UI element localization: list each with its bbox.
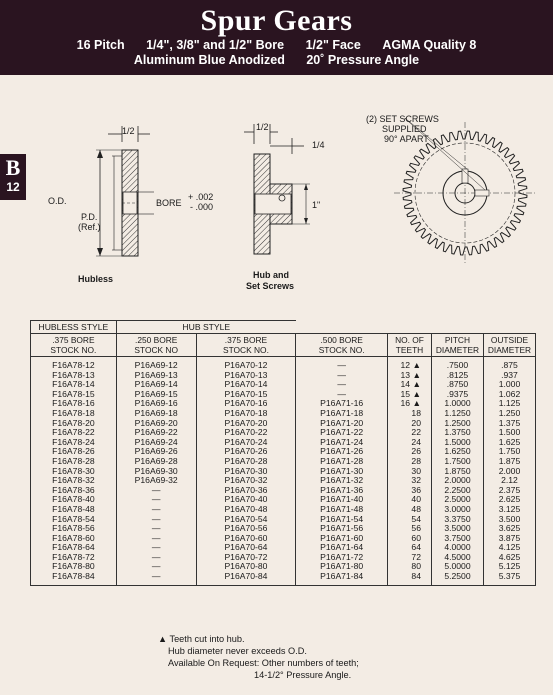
table-cell: P16A70-40	[196, 495, 296, 505]
table-cell: 2.5000	[431, 495, 483, 505]
table-cell: 1.625	[483, 438, 535, 448]
bore-tolerance-plus: + .002	[188, 192, 214, 202]
table-cell: 64	[388, 543, 432, 553]
table-cell: F16A78-64	[31, 543, 117, 553]
technical-drawings	[30, 88, 545, 308]
col-header-hub-500: .500 BORE STOCK NO.	[296, 334, 388, 357]
table-cell: 18	[388, 409, 432, 419]
table-cell: P16A70-30	[196, 467, 296, 477]
table-cell: F16A78-84	[31, 572, 117, 585]
table-cell: 3.5000	[431, 524, 483, 534]
table-cell: 80	[388, 562, 432, 572]
set-screw-top	[462, 169, 468, 183]
table-cell: 40	[388, 495, 432, 505]
table-cell: F16A78-28	[31, 457, 117, 467]
col-header-teeth: NO. OF TEETH	[388, 334, 432, 357]
table-cell: P16A71-56	[296, 524, 388, 534]
hub-caption-line1: Hub and	[253, 270, 289, 280]
table-cell: P16A71-18	[296, 409, 388, 419]
table-cell: 1.8750	[431, 467, 483, 477]
table-cell: P16A71-54	[296, 515, 388, 525]
table-cell: P16A69-30	[116, 467, 196, 477]
table-cell: 54	[388, 515, 432, 525]
table-cell: P16A70-84	[196, 572, 296, 585]
table-cell: 5.0000	[431, 562, 483, 572]
table-cell: P16A69-24	[116, 438, 196, 448]
table-cell: P16A71-72	[296, 553, 388, 563]
table-cell: 2.2500	[431, 486, 483, 496]
footnote-teeth-cut: ▲ Teeth cut into hub.	[158, 634, 245, 644]
table-cell: F16A78-54	[31, 515, 117, 525]
table-cell: 1.7500	[431, 457, 483, 467]
table-cell: P16A70-80	[196, 562, 296, 572]
table-cell: —	[116, 572, 196, 585]
table-cell: P16A70-48	[196, 505, 296, 515]
hub-face-dim: 1/2	[256, 122, 269, 132]
table-cell: P16A69-20	[116, 419, 196, 429]
table-cell: 1.375	[483, 419, 535, 429]
table-cell: P16A69-15	[116, 390, 196, 400]
table-cell: —	[116, 534, 196, 544]
gear-spec-table-container	[30, 320, 536, 586]
table-cell: 16 ▲	[388, 399, 432, 409]
table-cell: 3.3750	[431, 515, 483, 525]
table-cell: P16A70-32	[196, 476, 296, 486]
table-cell: P16A70-16	[196, 399, 296, 409]
table-cell: F16A78-32	[31, 476, 117, 486]
table-cell: .8750	[431, 380, 483, 390]
table-cell: P16A71-30	[296, 467, 388, 477]
table-cell: 1.125	[483, 399, 535, 409]
table-cell: P16A69-14	[116, 380, 196, 390]
od-label: O.D.	[48, 196, 67, 206]
table-cell: P16A71-84	[296, 572, 388, 585]
table-cell: F16A78-16	[31, 399, 117, 409]
spec-bore: 1/4", 3/8" and 1/2" Bore	[146, 38, 285, 52]
table-cell: F16A78-72	[31, 553, 117, 563]
table-cell: F16A78-36	[31, 486, 117, 496]
pd-label: P.D.	[81, 212, 98, 222]
table-cell: 2.000	[483, 467, 535, 477]
table-cell: 3.625	[483, 524, 535, 534]
table-cell: 1.1250	[431, 409, 483, 419]
table-cell: P16A71-36	[296, 486, 388, 496]
table-cell: F16A78-48	[31, 505, 117, 515]
table-cell: P16A69-22	[116, 428, 196, 438]
table-cell: 14 ▲	[388, 380, 432, 390]
table-cell: 4.0000	[431, 543, 483, 553]
table-cell: .9375	[431, 390, 483, 400]
table-cell: P16A70-22	[196, 428, 296, 438]
table-cell: 2.625	[483, 495, 535, 505]
hubless-face-dim: 1/2	[122, 126, 135, 136]
set-screw-note-line1: (2) SET SCREWS	[366, 114, 439, 124]
table-cell: —	[116, 515, 196, 525]
table-cell: P16A69-32	[116, 476, 196, 486]
table-cell: P16A69-13	[116, 371, 196, 381]
table-cell: 22	[388, 428, 432, 438]
table-cell: 1.500	[483, 428, 535, 438]
table-cell: 1.062	[483, 390, 535, 400]
table-cell: P16A71-48	[296, 505, 388, 515]
table-body	[31, 357, 536, 586]
table-cell: F16A78-40	[31, 495, 117, 505]
table-cell: —	[296, 357, 388, 371]
table-cell: P16A69-28	[116, 457, 196, 467]
table-cell: 60	[388, 534, 432, 544]
table-cell: 1.3750	[431, 428, 483, 438]
table-cell: F16A78-22	[31, 428, 117, 438]
header-hubless-style: HUBLESS STYLE	[31, 321, 117, 334]
table-cell: 12 ▲	[388, 357, 432, 371]
table-cell: 1.000	[483, 380, 535, 390]
table-cell: —	[116, 486, 196, 496]
table-cell: 84	[388, 572, 432, 585]
set-screw-note-line2: SUPPLIED	[382, 124, 427, 134]
page-header	[0, 0, 553, 75]
table-cell: P16A70-20	[196, 419, 296, 429]
table-cell: P16A69-12	[116, 357, 196, 371]
table-cell: 32	[388, 476, 432, 486]
set-screw-right	[475, 190, 489, 196]
page-title: Spur Gears	[200, 4, 353, 37]
table-cell: P16A71-20	[296, 419, 388, 429]
table-cell: F16A78-12	[31, 357, 117, 371]
table-cell: —	[116, 543, 196, 553]
table-row	[31, 572, 536, 585]
table-cell: P16A69-26	[116, 447, 196, 457]
footnotes	[158, 633, 359, 681]
table-cell: 5.2500	[431, 572, 483, 585]
header-hub-style: HUB STYLE	[116, 321, 296, 334]
table-cell: —	[116, 505, 196, 515]
footnote-hub-diameter: Hub diameter never exceeds O.D.	[168, 646, 307, 656]
table-cell: .937	[483, 371, 535, 381]
table-cell: 15 ▲	[388, 390, 432, 400]
table-cell: P16A70-18	[196, 409, 296, 419]
table-cell: F16A78-30	[31, 467, 117, 477]
table-cell: P16A70-15	[196, 390, 296, 400]
col-header-hub-250: .250 BORE STOCK NO	[116, 334, 196, 357]
col-header-hubless-375: .375 BORE STOCK NO.	[31, 334, 117, 357]
hubless-caption: Hubless	[78, 274, 114, 284]
table-cell: F16A78-60	[31, 534, 117, 544]
table-cell: .7500	[431, 357, 483, 371]
table-cell: 1.875	[483, 457, 535, 467]
table-cell: P16A70-24	[196, 438, 296, 448]
gear-spec-table	[30, 320, 536, 586]
table-cell: 1.6250	[431, 447, 483, 457]
table-cell: P16A70-36	[196, 486, 296, 496]
hub-gear-drawing	[230, 88, 360, 308]
table-cell: .875	[483, 357, 535, 371]
table-cell: —	[116, 562, 196, 572]
col-header-pitch-diameter: PITCH DIAMETER	[431, 334, 483, 357]
table-cell: —	[296, 380, 388, 390]
table-cell: 1.750	[483, 447, 535, 457]
table-cell: P16A70-64	[196, 543, 296, 553]
table-cell: P16A70-14	[196, 380, 296, 390]
table-cell: 48	[388, 505, 432, 515]
table-cell: —	[116, 553, 196, 563]
table-cell: —	[116, 524, 196, 534]
table-cell: F16A78-14	[31, 380, 117, 390]
hub-caption-line2: Set Screws	[246, 281, 295, 291]
table-cell: P16A71-22	[296, 428, 388, 438]
table-cell: 56	[388, 524, 432, 534]
table-cell: 5.375	[483, 572, 535, 585]
hub-diameter-dim: 1"	[312, 200, 321, 210]
spec-pitch: 16 Pitch	[76, 38, 125, 52]
footnote-pressure-angle: 14-1/2° Pressure Angle.	[254, 670, 352, 680]
table-cell: P16A70-28	[196, 457, 296, 467]
table-cell: 1.250	[483, 409, 535, 419]
col-header-hub-375: .375 BORE STOCK NO.	[196, 334, 296, 357]
table-cell: P16A71-64	[296, 543, 388, 553]
table-cell: 13 ▲	[388, 371, 432, 381]
table-cell: P16A69-16	[116, 399, 196, 409]
spec-line-2	[0, 53, 553, 68]
table-cell: F16A78-20	[31, 419, 117, 429]
table-cell: 3.500	[483, 515, 535, 525]
pd-ref-label: (Ref.)	[78, 222, 101, 232]
table-cell: 2.12	[483, 476, 535, 486]
table-cell: 3.0000	[431, 505, 483, 515]
table-cell: P16A70-72	[196, 553, 296, 563]
spec-pressure-angle: 20˚ Pressure Angle	[306, 53, 420, 67]
table-cell: 2.375	[483, 486, 535, 496]
table-cell: —	[296, 371, 388, 381]
col-header-outside-diameter: OUTSIDE DIAMETER	[483, 334, 535, 357]
table-cell: P16A71-60	[296, 534, 388, 544]
table-cell: P16A70-54	[196, 515, 296, 525]
table-cell: —	[296, 390, 388, 400]
table-cell: P16A69-18	[116, 409, 196, 419]
table-cell: 20	[388, 419, 432, 429]
set-screw-note-line3: 90° APART	[384, 134, 429, 144]
table-cell: P16A71-40	[296, 495, 388, 505]
table-cell: 2.0000	[431, 476, 483, 486]
table-cell: —	[116, 495, 196, 505]
table-cell: F16A78-13	[31, 371, 117, 381]
table-cell: .8125	[431, 371, 483, 381]
table-cell: 3.125	[483, 505, 535, 515]
table-cell: P16A70-13	[196, 371, 296, 381]
table-cell: 24	[388, 438, 432, 448]
table-column-headers	[31, 334, 536, 357]
table-row	[31, 357, 536, 371]
table-cell: P16A70-12	[196, 357, 296, 371]
spec-material: Aluminum Blue Anodized	[133, 53, 285, 67]
table-cell: F16A78-56	[31, 524, 117, 534]
table-cell: P16A71-28	[296, 457, 388, 467]
spec-quality: AGMA Quality 8	[382, 38, 477, 52]
table-cell: P16A70-26	[196, 447, 296, 457]
table-cell: P16A71-80	[296, 562, 388, 572]
hub-length-dim: 1/4	[312, 140, 325, 150]
table-cell: F16A78-15	[31, 390, 117, 400]
table-cell: P16A71-26	[296, 447, 388, 457]
table-cell: 26	[388, 447, 432, 457]
footnote-available: Available On Request: Other numbers of teeth;	[168, 658, 359, 668]
table-cell: 4.625	[483, 553, 535, 563]
table-cell: 5.125	[483, 562, 535, 572]
table-cell: P16A70-60	[196, 534, 296, 544]
table-cell: P16A71-24	[296, 438, 388, 448]
table-cell: 1.5000	[431, 438, 483, 448]
spec-face: 1/2" Face	[305, 38, 361, 52]
table-cell: 30	[388, 467, 432, 477]
table-cell: 28	[388, 457, 432, 467]
section-tab	[0, 154, 26, 200]
table-cell: F16A78-80	[31, 562, 117, 572]
table-cell: F16A78-26	[31, 447, 117, 457]
spec-line-1	[0, 38, 553, 53]
table-cell: P16A71-32	[296, 476, 388, 486]
table-cell: 72	[388, 553, 432, 563]
table-cell: 3.875	[483, 534, 535, 544]
bore-label: BORE	[156, 198, 182, 208]
table-cell: P16A70-56	[196, 524, 296, 534]
table-cell: P16A71-16	[296, 399, 388, 409]
table-cell: F16A78-24	[31, 438, 117, 448]
table-cell: 4.5000	[431, 553, 483, 563]
table-cell: 3.7500	[431, 534, 483, 544]
table-cell: 4.125	[483, 543, 535, 553]
section-letter: B	[5, 155, 21, 180]
table-cell: 1.0000	[431, 399, 483, 409]
table-cell: 1.2500	[431, 419, 483, 429]
section-number: 12	[6, 180, 20, 194]
bore-tolerance-minus: - .000	[190, 202, 214, 212]
table-cell: F16A78-18	[31, 409, 117, 419]
table-cell: 36	[388, 486, 432, 496]
